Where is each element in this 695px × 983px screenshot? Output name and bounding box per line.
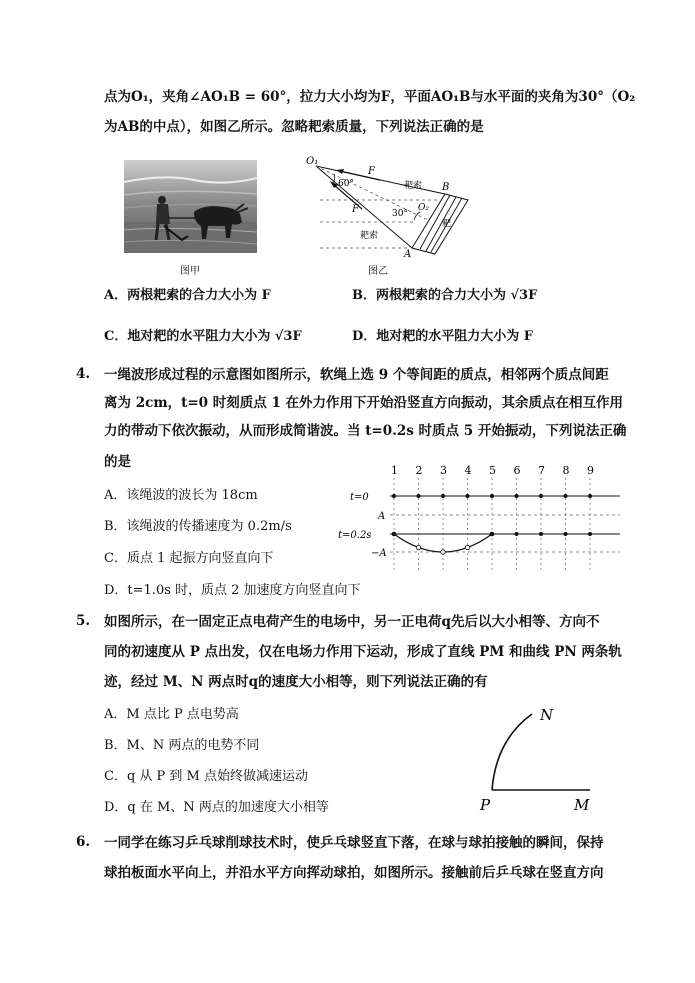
- point-t02-1: [392, 532, 397, 537]
- point-t0-2: [417, 494, 421, 498]
- point-label-8: 8: [562, 464, 570, 477]
- q5-option-c: C．q 从 P 到 M 点始终做减速运动: [104, 769, 308, 784]
- q4-text-line-3: 力的带动下依次振动，从而形成简谐波。当 t=0.2s 时质点 5 开始振动，下列说法正确: [104, 423, 627, 439]
- q3-option-b: B．两根耙索的合力大小为 √3F: [352, 288, 538, 303]
- point-label-3: 3: [440, 464, 447, 477]
- q3-option-c: C．地对耙的水平阻力大小为 √3F: [104, 329, 302, 344]
- point-t0-5: [490, 494, 494, 498]
- q5-number: 5.: [76, 613, 91, 629]
- point-t02-9: [588, 532, 592, 536]
- label-o1: O₁: [306, 156, 319, 167]
- point-t0-6: [515, 494, 519, 498]
- label-rope-top: 耙索: [404, 181, 423, 191]
- q3-option-a: A．两根耙索的合力大小为 F: [104, 288, 271, 303]
- label-t02: t=0.2s: [338, 530, 372, 541]
- q6-number: 6.: [76, 834, 91, 850]
- point-t0-1: [392, 494, 396, 498]
- point-t0-7: [539, 494, 543, 498]
- label-o2: O₂: [418, 203, 429, 213]
- label-f-top: F: [368, 166, 375, 177]
- figure-b-caption: 图乙: [368, 266, 388, 277]
- figure-a-photo: [124, 160, 257, 253]
- q4-text-line-1: 一绳波形成过程的示意图如图所示，软绳上选 9 个等间距的质点，相邻两个质点间距: [104, 367, 609, 383]
- label-rope-bottom: 耙索: [360, 231, 379, 241]
- point-t0-8: [564, 494, 568, 498]
- q5-option-a: A．M 点比 P 点电势高: [104, 707, 239, 722]
- q4-option-d: D．t=1.0s 时，质点 2 加速度方向竖直向下: [104, 583, 361, 598]
- point-t02-4: [465, 545, 469, 549]
- point-t02-5: [490, 532, 495, 537]
- label-m: M: [574, 796, 590, 814]
- label-n: N: [540, 706, 554, 724]
- q5-text-line-3: 迹，经过 M、N 两点时q的速度大小相等，则下列说法正确的有: [104, 674, 488, 690]
- label-f-bottom: F: [352, 204, 359, 215]
- q5-text-line-2: 同的初速度从 P 点出发，仅在电场力作用下运动，形成了直线 PM 和曲线 PN 两条轨: [104, 644, 622, 660]
- point-label-1: 1: [391, 464, 398, 477]
- point-t02-7: [539, 532, 543, 536]
- point-t0-9: [588, 494, 592, 498]
- q4-option-c: C．质点 1 起振方向竖直向下: [104, 551, 274, 566]
- label-amp-pos: A: [378, 511, 386, 522]
- figure-b-diagram: [300, 154, 490, 260]
- q6-text-line-1: 一同学在练习乒乓球削球技术时，使乒乓球竖直下落，在球与球拍接触的瞬间，保持: [104, 835, 604, 851]
- point-label-6: 6: [513, 464, 521, 477]
- q5-text-line-1: 如图所示，在一固定正点电荷产生的电场中，另一正电荷q先后以大小相等、方向不: [104, 614, 600, 630]
- point-label-2: 2: [415, 464, 423, 477]
- label-t0: t=0: [350, 492, 369, 503]
- q3-text-line-2: 为AB的中点），如图乙所示。忽略耙索质量，下列说法正确的是: [104, 119, 484, 135]
- label-angle-30: 30°: [392, 209, 408, 219]
- q5-option-b: B．M、N 两点的电势不同: [104, 738, 260, 753]
- q5-option-d: D．q 在 M、N 两点的加速度大小相等: [104, 800, 329, 815]
- label-amp-neg: −A: [371, 548, 387, 559]
- point-label-4: 4: [464, 464, 472, 477]
- point-t0-4: [466, 494, 470, 498]
- q3-option-d: D．地对耙的水平阻力大小为 F: [352, 329, 534, 344]
- q4-option-b: B．该绳波的传播速度为 0.2m/s: [104, 519, 292, 534]
- wave-figure: [338, 462, 628, 574]
- label-b: B: [442, 182, 450, 193]
- point-t0-3: [441, 494, 445, 498]
- figure-a-caption: 图甲: [180, 266, 200, 277]
- point-t02-2: [416, 545, 420, 549]
- q3-text-line-1: 点为O₁，夹角∠AO₁B = 60°，拉力大小均为F，平面AO₁B与水平面的夹角为30°（O₂: [104, 89, 636, 105]
- point-label-9: 9: [587, 464, 594, 477]
- label-angle-60: 60°: [338, 179, 354, 189]
- q4-text-line-2: 离为 2cm，t=0 时刻质点 1 在外力作用下开始沿竖直方向振动，其余质点在相互作用: [104, 395, 624, 411]
- point-label-5: 5: [489, 464, 496, 477]
- q4-text-line-4: 的是: [104, 454, 131, 470]
- label-a: A: [404, 249, 412, 260]
- point-t02-6: [515, 532, 519, 536]
- q4-number: 4.: [76, 366, 91, 382]
- point-t02-3: [441, 550, 445, 554]
- point-t02-8: [564, 532, 568, 536]
- point-label-7: 7: [538, 464, 545, 477]
- trajectory-figure: [470, 700, 610, 818]
- label-rake: 耙: [442, 219, 452, 229]
- q4-option-a: A．该绳波的波长为 18cm: [104, 488, 258, 503]
- q6-text-line-2: 球拍板面水平向上，并沿水平方向挥动球拍，如图所示。接触前后乒乓球在竖直方向: [104, 865, 604, 881]
- label-p: P: [480, 796, 491, 814]
